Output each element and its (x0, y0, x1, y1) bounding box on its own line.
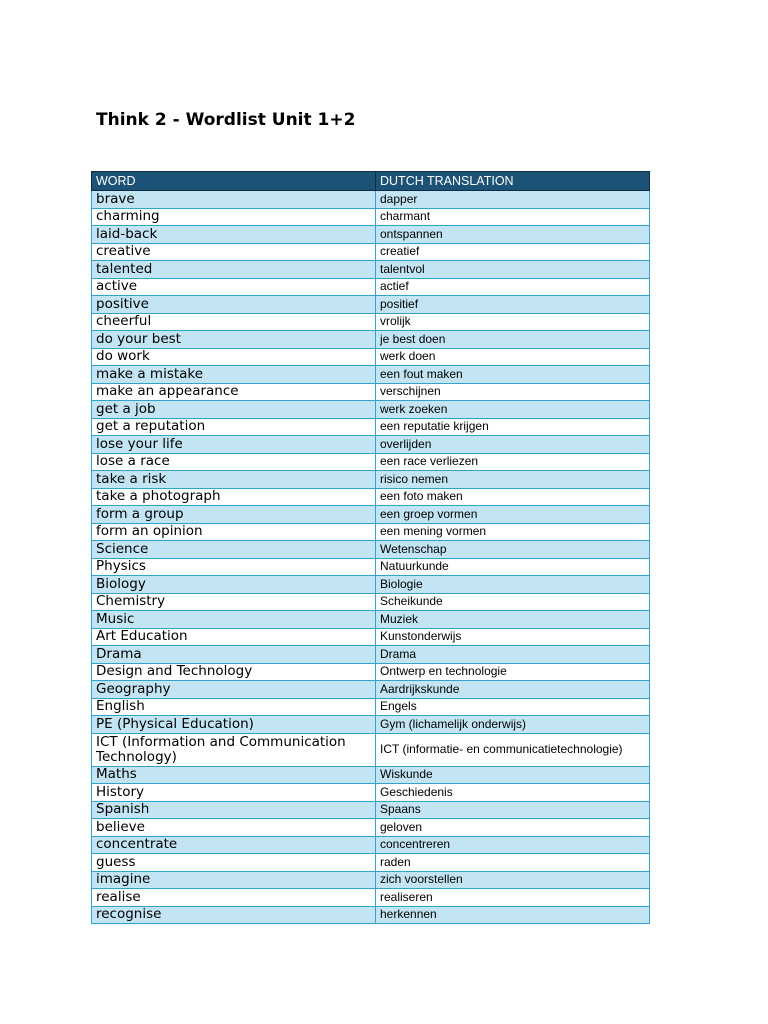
table-row (92, 453, 650, 471)
table-row (92, 366, 650, 384)
word-cell: form a group (92, 506, 376, 524)
wordlist-table (91, 171, 650, 924)
translation-cell: Aardrijkskunde (376, 681, 650, 699)
word-cell: take a risk (92, 471, 376, 489)
table-row (92, 628, 650, 646)
translation-cell: een reputatie krijgen (376, 418, 650, 436)
translation-cell: Wetenschap (376, 541, 650, 559)
table-row (92, 348, 650, 366)
word-cell: Maths (92, 766, 376, 784)
table-row (92, 401, 650, 419)
translation-cell: verschijnen (376, 383, 650, 401)
table-row (92, 471, 650, 489)
table-row (92, 646, 650, 664)
word-cell: take a photograph (92, 488, 376, 506)
translation-cell: realiseren (376, 889, 650, 907)
word-cell: recognise (92, 906, 376, 924)
column-header-dutch-translation: DUTCH TRANSLATION (376, 172, 650, 191)
word-cell: get a job (92, 401, 376, 419)
translation-cell: concentreren (376, 836, 650, 854)
table-row (92, 523, 650, 541)
word-cell: English (92, 698, 376, 716)
word-cell: Physics (92, 558, 376, 576)
table-row (92, 836, 650, 854)
word-cell: cheerful (92, 313, 376, 331)
word-cell: laid-back (92, 226, 376, 244)
word-cell: ICT (Information and Communication Technology) (92, 733, 376, 766)
word-cell: brave (92, 191, 376, 209)
translation-cell: ICT (informatie- en communicatietechnologie) (376, 733, 650, 766)
table-row (92, 576, 650, 594)
word-cell: Biology (92, 576, 376, 594)
translation-cell: Geschiedenis (376, 784, 650, 802)
translation-cell: positief (376, 296, 650, 314)
word-cell: PE (Physical Education) (92, 716, 376, 734)
word-cell: Science (92, 541, 376, 559)
word-cell: concentrate (92, 836, 376, 854)
word-cell: Design and Technology (92, 663, 376, 681)
word-cell: believe (92, 819, 376, 837)
translation-cell: actief (376, 278, 650, 296)
translation-cell: Kunstonderwijs (376, 628, 650, 646)
table-row (92, 593, 650, 611)
translation-cell: Ontwerp en technologie (376, 663, 650, 681)
translation-cell: Drama (376, 646, 650, 664)
table-row (92, 436, 650, 454)
translation-cell: risico nemen (376, 471, 650, 489)
word-cell: Drama (92, 646, 376, 664)
table-row (92, 663, 650, 681)
translation-cell: Scheikunde (376, 593, 650, 611)
word-cell: Spanish (92, 801, 376, 819)
translation-cell: Gym (lichamelijk onderwijs) (376, 716, 650, 734)
table-row (92, 488, 650, 506)
table-row (92, 819, 650, 837)
table-row (92, 226, 650, 244)
translation-cell: vrolijk (376, 313, 650, 331)
word-cell: lose your life (92, 436, 376, 454)
word-cell: do your best (92, 331, 376, 349)
word-cell: imagine (92, 871, 376, 889)
translation-cell: herkennen (376, 906, 650, 924)
table-row (92, 871, 650, 889)
table-row (92, 418, 650, 436)
word-cell: Art Education (92, 628, 376, 646)
translation-cell: ontspannen (376, 226, 650, 244)
word-cell: Geography (92, 681, 376, 699)
translation-cell: Natuurkunde (376, 558, 650, 576)
table-row (92, 558, 650, 576)
word-cell: do work (92, 348, 376, 366)
translation-cell: Muziek (376, 611, 650, 629)
word-cell: get a reputation (92, 418, 376, 436)
table-row (92, 331, 650, 349)
translation-cell: geloven (376, 819, 650, 837)
table-row (92, 506, 650, 524)
table-row (92, 854, 650, 872)
table-row (92, 681, 650, 699)
translation-cell: overlijden (376, 436, 650, 454)
translation-cell: werk zoeken (376, 401, 650, 419)
word-cell: active (92, 278, 376, 296)
word-cell: Music (92, 611, 376, 629)
table-header-row (92, 172, 650, 191)
word-cell: History (92, 784, 376, 802)
translation-cell: een fout maken (376, 366, 650, 384)
translation-cell: je best doen (376, 331, 650, 349)
translation-cell: een mening vormen (376, 523, 650, 541)
table-row (92, 766, 650, 784)
table-row (92, 698, 650, 716)
word-cell: guess (92, 854, 376, 872)
translation-cell: werk doen (376, 348, 650, 366)
word-cell: form an opinion (92, 523, 376, 541)
translation-cell: creatief (376, 243, 650, 261)
table-body (92, 191, 650, 924)
document-title: Think 2 - Wordlist Unit 1+2 (96, 110, 356, 130)
translation-cell: zich voorstellen (376, 871, 650, 889)
translation-cell: Biologie (376, 576, 650, 594)
translation-cell: Wiskunde (376, 766, 650, 784)
word-cell: creative (92, 243, 376, 261)
table-row (92, 383, 650, 401)
translation-cell: raden (376, 854, 650, 872)
word-cell: make a mistake (92, 366, 376, 384)
word-cell: lose a race (92, 453, 376, 471)
table-row (92, 261, 650, 279)
translation-cell: dapper (376, 191, 650, 209)
table-row (92, 313, 650, 331)
table-row (92, 208, 650, 226)
table-row (92, 889, 650, 907)
translation-cell: een race verliezen (376, 453, 650, 471)
translation-cell: een groep vormen (376, 506, 650, 524)
translation-cell: Engels (376, 698, 650, 716)
translation-cell: talentvol (376, 261, 650, 279)
column-header-word: WORD (92, 172, 376, 191)
word-cell: talented (92, 261, 376, 279)
table-row (92, 733, 650, 766)
table-row (92, 296, 650, 314)
word-cell: realise (92, 889, 376, 907)
word-cell: Chemistry (92, 593, 376, 611)
word-cell: positive (92, 296, 376, 314)
table-row (92, 191, 650, 209)
table-row (92, 611, 650, 629)
table-row (92, 906, 650, 924)
table-row (92, 716, 650, 734)
table-row (92, 243, 650, 261)
table-row (92, 801, 650, 819)
translation-cell: Spaans (376, 801, 650, 819)
table-row (92, 278, 650, 296)
word-cell: make an appearance (92, 383, 376, 401)
translation-cell: charmant (376, 208, 650, 226)
translation-cell: een foto maken (376, 488, 650, 506)
table-row (92, 784, 650, 802)
table-row (92, 541, 650, 559)
word-cell: charming (92, 208, 376, 226)
